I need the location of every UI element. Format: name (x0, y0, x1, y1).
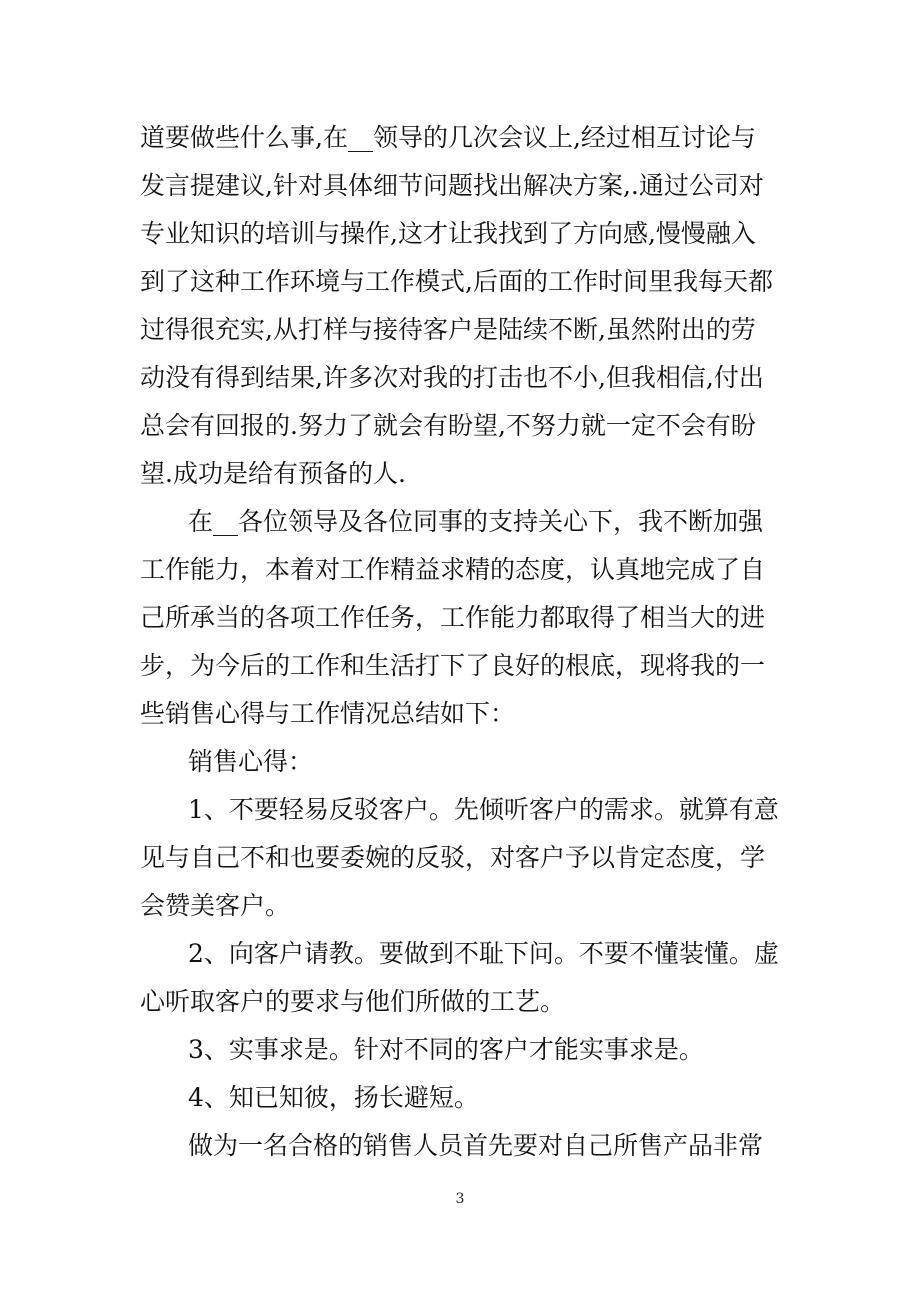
text-line: 己所承当的各项工作任务，工作能力都取得了相当大的进 (140, 603, 766, 632)
text-line: 工作能力，本着对工作精益求精的态度，认真地完成了自 (140, 555, 766, 584)
list-item-line: 4、知已知彼，扬长避短。 (188, 1083, 479, 1112)
text-line: 在__各位领导及各位同事的支持关心下，我不断加强 (188, 507, 764, 536)
list-item-line: 1、不要轻易反驳客户。先倾听客户的需求。就算有意 (188, 795, 779, 824)
text-line: 总会有回报的.努力了就会有盼望,不努力就一定不会有盼 (140, 411, 756, 440)
list-item-line: 会赞美客户。 (140, 891, 291, 920)
text-line: 发言提建议,针对具体细节问题找出解决方案,.通过公司对 (140, 171, 764, 200)
text-line: 动没有得到结果,许多次对我的打击也不小,但我相信,付出 (140, 363, 764, 392)
list-item-line: 心听取客户的要求与他们所做的工艺。 (140, 987, 566, 1016)
list-item-line: 3、实事求是。针对不同的客户才能实事求是。 (188, 1035, 704, 1064)
text-line: 过得很充实,从打样与接待客户是陆续不断,虽然附出的劳 (140, 315, 756, 344)
text-line: 到了这种工作环境与工作模式,后面的工作时间里我每天都 (140, 267, 773, 296)
page-number: 3 (455, 1191, 465, 1207)
section-heading: 销售心得： (188, 747, 314, 776)
list-item-line: 2、向客户请教。要做到不耻下问。不要不懂装懂。虚 (188, 939, 779, 968)
text-line: 道要做些什么事,在__领导的几次会议上,经过相互讨论与 (140, 123, 756, 152)
text-line: 步，为今后的工作和生活打下了良好的根底，现将我的一 (140, 651, 766, 680)
text-line: 专业知识的培训与操作,这才让我找到了方向感,慢慢融入 (140, 219, 756, 248)
text-line: 做为一名合格的销售人员首先要对自己所售产品非常 (188, 1131, 764, 1160)
list-item-line: 见与自己不和也要委婉的反驳，对客户予以肯定态度，学 (140, 843, 766, 872)
text-line: 望.成功是给有预备的人. (140, 459, 406, 488)
text-line: 些销售心得与工作情况总结如下： (140, 699, 516, 728)
